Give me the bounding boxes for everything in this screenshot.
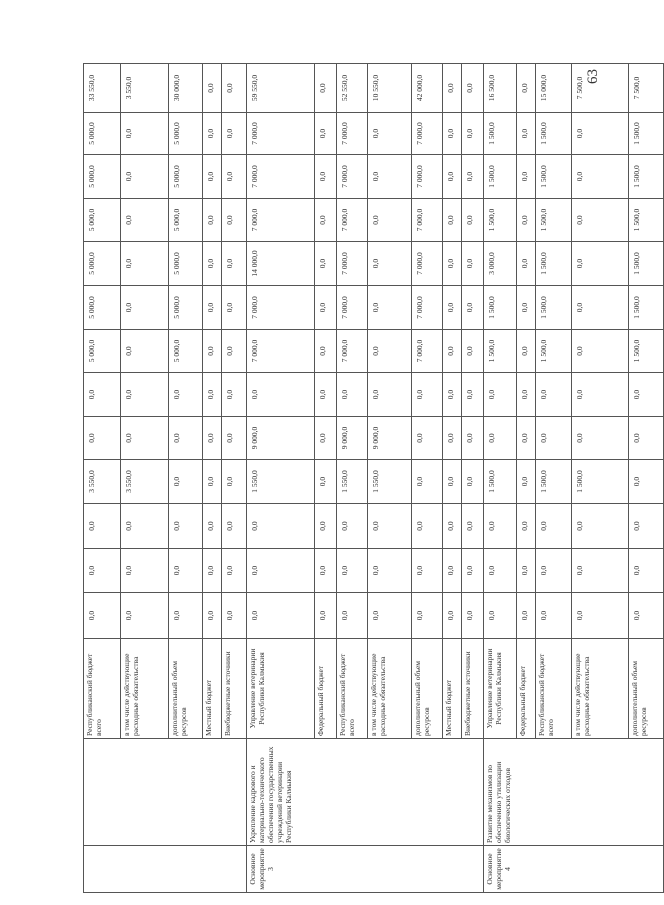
source-label-cell: в том числе действующие расходные обязательства [572, 639, 629, 739]
value-cell: 0,0 [121, 373, 169, 417]
value-cell: 0,0 [443, 549, 462, 593]
value-cell: 1 500,0 [629, 155, 664, 199]
value-cell: 0,0 [315, 549, 337, 593]
source-label-cell: Внебюджетные источники [462, 639, 484, 739]
value-cell: 0,0 [484, 593, 517, 639]
value-cell: 0,0 [517, 242, 536, 286]
value-cell: 0,0 [536, 549, 572, 593]
value-cell: 0,0 [517, 199, 536, 242]
value-cell: 1 500,0 [629, 199, 664, 242]
value-cell: 0,0 [121, 113, 169, 155]
value-cell: 5 000,0 [169, 286, 203, 330]
value-cell: 0,0 [517, 549, 536, 593]
value-cell: 0,0 [462, 504, 484, 549]
value-cell: 0,0 [247, 549, 315, 593]
total-value-cell: 0,0 [315, 64, 337, 113]
value-cell: 0,0 [84, 373, 121, 417]
value-cell: 0,0 [121, 242, 169, 286]
value-cell: 0,0 [517, 113, 536, 155]
value-cell: 0,0 [222, 155, 247, 199]
value-cell: 5 000,0 [169, 242, 203, 286]
value-cell: 0,0 [368, 199, 412, 242]
value-cell: 0,0 [121, 417, 169, 460]
total-value-cell: 0,0 [222, 64, 247, 113]
source-label-cell: дополнительный объем ресурсов [629, 639, 664, 739]
value-cell: 1 550,0 [368, 460, 412, 504]
value-cell: 5 000,0 [84, 330, 121, 373]
value-cell: 0,0 [536, 593, 572, 639]
value-cell: 0,0 [629, 460, 664, 504]
value-cell: 7 000,0 [337, 242, 368, 286]
value-cell: 0,0 [572, 113, 629, 155]
value-cell: 0,0 [462, 593, 484, 639]
value-cell: 0,0 [412, 504, 443, 549]
value-cell: 0,0 [517, 460, 536, 504]
value-cell: 1 500,0 [629, 330, 664, 373]
value-cell: 0,0 [368, 373, 412, 417]
value-cell: 0,0 [315, 593, 337, 639]
value-cell: 0,0 [169, 460, 203, 504]
value-cell: 0,0 [517, 155, 536, 199]
table-row [484, 64, 517, 893]
value-cell: 0,0 [536, 373, 572, 417]
value-cell: 3 550,0 [84, 460, 121, 504]
value-cell: 0,0 [222, 417, 247, 460]
source-label-cell: в том числе действующие расходные обязательства [121, 639, 169, 739]
value-cell: 1 500,0 [484, 286, 517, 330]
value-cell: 0,0 [121, 286, 169, 330]
value-cell: 0,0 [337, 549, 368, 593]
value-cell: 0,0 [462, 199, 484, 242]
value-cell: 0,0 [443, 330, 462, 373]
value-cell: 5 000,0 [169, 155, 203, 199]
value-cell: 0,0 [412, 593, 443, 639]
value-cell: 5 000,0 [84, 113, 121, 155]
value-cell: 0,0 [247, 593, 315, 639]
value-cell: 0,0 [368, 113, 412, 155]
value-cell: 0,0 [121, 504, 169, 549]
value-cell: 0,0 [203, 417, 222, 460]
value-cell: 1 500,0 [536, 199, 572, 242]
value-cell: 1 500,0 [536, 155, 572, 199]
value-cell: 7 000,0 [337, 330, 368, 373]
value-cell: 5 000,0 [84, 155, 121, 199]
value-cell: 0,0 [443, 504, 462, 549]
value-cell: 0,0 [203, 242, 222, 286]
value-cell: 0,0 [462, 242, 484, 286]
value-cell: 0,0 [443, 199, 462, 242]
source-label-cell: Республиканский бюджет всего [337, 639, 368, 739]
value-cell: 7 000,0 [337, 113, 368, 155]
value-cell: 0,0 [462, 113, 484, 155]
value-cell: 0,0 [203, 330, 222, 373]
value-cell: 0,0 [517, 286, 536, 330]
value-cell: 1 500,0 [629, 113, 664, 155]
measure-name-cell: Развитие механизмов по обеспечению утилизации биологических отходов [484, 739, 664, 846]
value-cell: 0,0 [443, 113, 462, 155]
value-cell: 0,0 [169, 373, 203, 417]
value-cell: 0,0 [247, 373, 315, 417]
value-cell: 0,0 [315, 286, 337, 330]
value-cell: 0,0 [315, 417, 337, 460]
value-cell: 1 500,0 [536, 242, 572, 286]
value-cell: 1 500,0 [484, 330, 517, 373]
source-label-cell: Федеральный бюджет [315, 639, 337, 739]
total-value-cell: 42 000,0 [412, 64, 443, 113]
value-cell: 0,0 [572, 286, 629, 330]
value-cell: 0,0 [368, 330, 412, 373]
table-body [84, 64, 664, 893]
source-label-cell: Управление ветеринарии Республики Калмыкия [247, 639, 315, 739]
total-value-cell: 16 500,0 [484, 64, 517, 113]
value-cell: 0,0 [629, 417, 664, 460]
value-cell: 1 550,0 [247, 460, 315, 504]
measure-group-cell: Основное мероприятие 3 [247, 846, 484, 893]
value-cell: 7 000,0 [412, 113, 443, 155]
value-cell: 7 000,0 [247, 330, 315, 373]
value-cell: 0,0 [484, 504, 517, 549]
value-cell: 0,0 [315, 242, 337, 286]
total-value-cell: 15 000,0 [536, 64, 572, 113]
value-cell: 0,0 [222, 199, 247, 242]
value-cell: 0,0 [222, 330, 247, 373]
value-cell: 0,0 [629, 504, 664, 549]
value-cell: 0,0 [462, 330, 484, 373]
value-cell: 0,0 [222, 373, 247, 417]
value-cell: 0,0 [572, 549, 629, 593]
value-cell: 0,0 [222, 113, 247, 155]
measure-name-cell [84, 739, 247, 846]
table-row [247, 64, 315, 893]
rotated-table-wrapper [83, 63, 648, 893]
value-cell: 3 550,0 [121, 460, 169, 504]
value-cell: 0,0 [484, 417, 517, 460]
value-cell: 0,0 [368, 549, 412, 593]
value-cell: 5 000,0 [169, 113, 203, 155]
source-label-cell: в том числе действующие расходные обязательства [368, 639, 412, 739]
value-cell: 0,0 [84, 593, 121, 639]
value-cell: 0,0 [368, 593, 412, 639]
value-cell: 0,0 [517, 373, 536, 417]
value-cell: 0,0 [368, 286, 412, 330]
value-cell: 7 000,0 [247, 113, 315, 155]
value-cell: 0,0 [536, 417, 572, 460]
value-cell: 0,0 [222, 504, 247, 549]
value-cell: 0,0 [121, 155, 169, 199]
value-cell: 0,0 [517, 593, 536, 639]
total-value-cell: 7 500,0 [629, 64, 664, 113]
value-cell: 7 000,0 [412, 286, 443, 330]
value-cell: 0,0 [203, 593, 222, 639]
value-cell: 0,0 [572, 199, 629, 242]
value-cell: 0,0 [572, 242, 629, 286]
source-label-cell: дополнительный объем ресурсов [412, 639, 443, 739]
value-cell: 0,0 [203, 113, 222, 155]
value-cell: 0,0 [462, 286, 484, 330]
value-cell: 5 000,0 [169, 199, 203, 242]
value-cell: 0,0 [203, 155, 222, 199]
value-cell: 0,0 [629, 373, 664, 417]
value-cell: 0,0 [203, 286, 222, 330]
source-label-cell: Местный бюджет [203, 639, 222, 739]
value-cell: 0,0 [629, 593, 664, 639]
value-cell: 0,0 [121, 199, 169, 242]
value-cell: 0,0 [629, 549, 664, 593]
source-label-cell: дополнительный объем ресурсов [169, 639, 203, 739]
value-cell: 0,0 [572, 593, 629, 639]
value-cell: 0,0 [203, 199, 222, 242]
value-cell: 0,0 [572, 504, 629, 549]
value-cell: 1 500,0 [536, 286, 572, 330]
value-cell: 5 000,0 [84, 242, 121, 286]
value-cell: 5 000,0 [84, 199, 121, 242]
value-cell: 1 500,0 [629, 242, 664, 286]
value-cell: 0,0 [462, 373, 484, 417]
value-cell: 0,0 [572, 417, 629, 460]
value-cell: 0,0 [315, 460, 337, 504]
value-cell: 3 000,0 [484, 242, 517, 286]
value-cell: 0,0 [572, 155, 629, 199]
value-cell: 1 500,0 [536, 330, 572, 373]
value-cell: 1 500,0 [484, 113, 517, 155]
value-cell: 1 500,0 [536, 113, 572, 155]
budget-table [83, 63, 664, 893]
value-cell: 0,0 [84, 549, 121, 593]
value-cell: 0,0 [517, 417, 536, 460]
value-cell: 0,0 [572, 330, 629, 373]
value-cell: 0,0 [169, 504, 203, 549]
value-cell: 7 000,0 [247, 199, 315, 242]
total-value-cell: 3 550,0 [121, 64, 169, 113]
source-label-cell: Местный бюджет [443, 639, 462, 739]
total-value-cell: 0,0 [462, 64, 484, 113]
value-cell: 0,0 [368, 155, 412, 199]
value-cell: 0,0 [222, 242, 247, 286]
value-cell: 0,0 [484, 373, 517, 417]
source-label-cell: Управление ветеринарии Республики Калмыкия [484, 639, 517, 739]
value-cell: 0,0 [203, 504, 222, 549]
value-cell: 0,0 [247, 504, 315, 549]
value-cell: 0,0 [222, 593, 247, 639]
value-cell: 1 500,0 [536, 460, 572, 504]
value-cell: 0,0 [443, 373, 462, 417]
value-cell: 0,0 [315, 155, 337, 199]
table-row [84, 64, 121, 893]
measure-name-cell: Укрепление кадрового и материально-технического обеспечения государственных учреждений ветеринарии Республики Калмыкия [247, 739, 484, 846]
value-cell: 7 000,0 [412, 330, 443, 373]
value-cell: 0,0 [222, 549, 247, 593]
value-cell: 9 000,0 [337, 417, 368, 460]
value-cell: 0,0 [315, 504, 337, 549]
total-value-cell: 59 550,0 [247, 64, 315, 113]
value-cell: 0,0 [443, 460, 462, 504]
value-cell: 7 000,0 [247, 286, 315, 330]
value-cell: 0,0 [121, 330, 169, 373]
value-cell: 0,0 [337, 373, 368, 417]
value-cell: 0,0 [84, 504, 121, 549]
total-value-cell: 0,0 [517, 64, 536, 113]
value-cell: 5 000,0 [169, 330, 203, 373]
page-number: 63 [585, 69, 601, 84]
value-cell: 0,0 [169, 549, 203, 593]
value-cell: 0,0 [84, 417, 121, 460]
value-cell: 0,0 [121, 593, 169, 639]
value-cell: 0,0 [222, 286, 247, 330]
value-cell: 14 000,0 [247, 242, 315, 286]
value-cell: 1 500,0 [629, 286, 664, 330]
value-cell: 0,0 [484, 549, 517, 593]
value-cell: 0,0 [443, 155, 462, 199]
value-cell: 7 000,0 [412, 242, 443, 286]
value-cell: 7 000,0 [412, 155, 443, 199]
value-cell: 0,0 [443, 417, 462, 460]
value-cell: 7 000,0 [412, 199, 443, 242]
value-cell: 0,0 [443, 593, 462, 639]
source-label-cell: Федеральный бюджет [517, 639, 536, 739]
value-cell: 0,0 [412, 417, 443, 460]
value-cell: 0,0 [443, 242, 462, 286]
value-cell: 0,0 [462, 155, 484, 199]
value-cell: 0,0 [315, 199, 337, 242]
total-value-cell: 0,0 [203, 64, 222, 113]
value-cell: 0,0 [412, 373, 443, 417]
value-cell: 0,0 [203, 549, 222, 593]
value-cell: 9 000,0 [247, 417, 315, 460]
source-label-cell: Республиканский бюджет всего [84, 639, 121, 739]
source-label-cell: Внебюджетные источники [222, 639, 247, 739]
value-cell: 0,0 [443, 286, 462, 330]
value-cell: 0,0 [169, 593, 203, 639]
total-value-cell: 0,0 [443, 64, 462, 113]
value-cell: 7 000,0 [337, 199, 368, 242]
total-value-cell: 52 550,0 [337, 64, 368, 113]
total-value-cell: 10 550,0 [368, 64, 412, 113]
total-value-cell: 30 000,0 [169, 64, 203, 113]
value-cell: 0,0 [368, 242, 412, 286]
value-cell: 0,0 [337, 593, 368, 639]
measure-group-cell: Основное мероприятие 4 [484, 846, 664, 893]
value-cell: 1 500,0 [572, 460, 629, 504]
value-cell: 0,0 [222, 460, 247, 504]
value-cell: 0,0 [169, 417, 203, 460]
measure-group-cell [84, 846, 247, 893]
value-cell: 0,0 [536, 504, 572, 549]
value-cell: 1 500,0 [484, 460, 517, 504]
value-cell: 7 000,0 [337, 286, 368, 330]
value-cell: 0,0 [368, 504, 412, 549]
total-value-cell: 7 500,0 [572, 64, 629, 113]
value-cell: 0,0 [121, 549, 169, 593]
value-cell: 0,0 [462, 460, 484, 504]
value-cell: 0,0 [517, 330, 536, 373]
value-cell: 0,0 [315, 373, 337, 417]
value-cell: 0,0 [462, 417, 484, 460]
value-cell: 0,0 [462, 549, 484, 593]
value-cell: 0,0 [337, 504, 368, 549]
total-value-cell: 33 550,0 [84, 64, 121, 113]
value-cell: 9 000,0 [368, 417, 412, 460]
value-cell: 0,0 [315, 113, 337, 155]
value-cell: 0,0 [412, 460, 443, 504]
value-cell: 1 500,0 [484, 199, 517, 242]
source-label-cell: Республиканский бюджет всего [536, 639, 572, 739]
value-cell: 0,0 [412, 549, 443, 593]
value-cell: 5 000,0 [84, 286, 121, 330]
value-cell: 0,0 [203, 373, 222, 417]
value-cell: 0,0 [572, 373, 629, 417]
value-cell: 0,0 [315, 330, 337, 373]
value-cell: 7 000,0 [247, 155, 315, 199]
value-cell: 0,0 [203, 460, 222, 504]
value-cell: 1 500,0 [484, 155, 517, 199]
value-cell: 1 550,0 [337, 460, 368, 504]
value-cell: 7 000,0 [337, 155, 368, 199]
value-cell: 0,0 [517, 504, 536, 549]
